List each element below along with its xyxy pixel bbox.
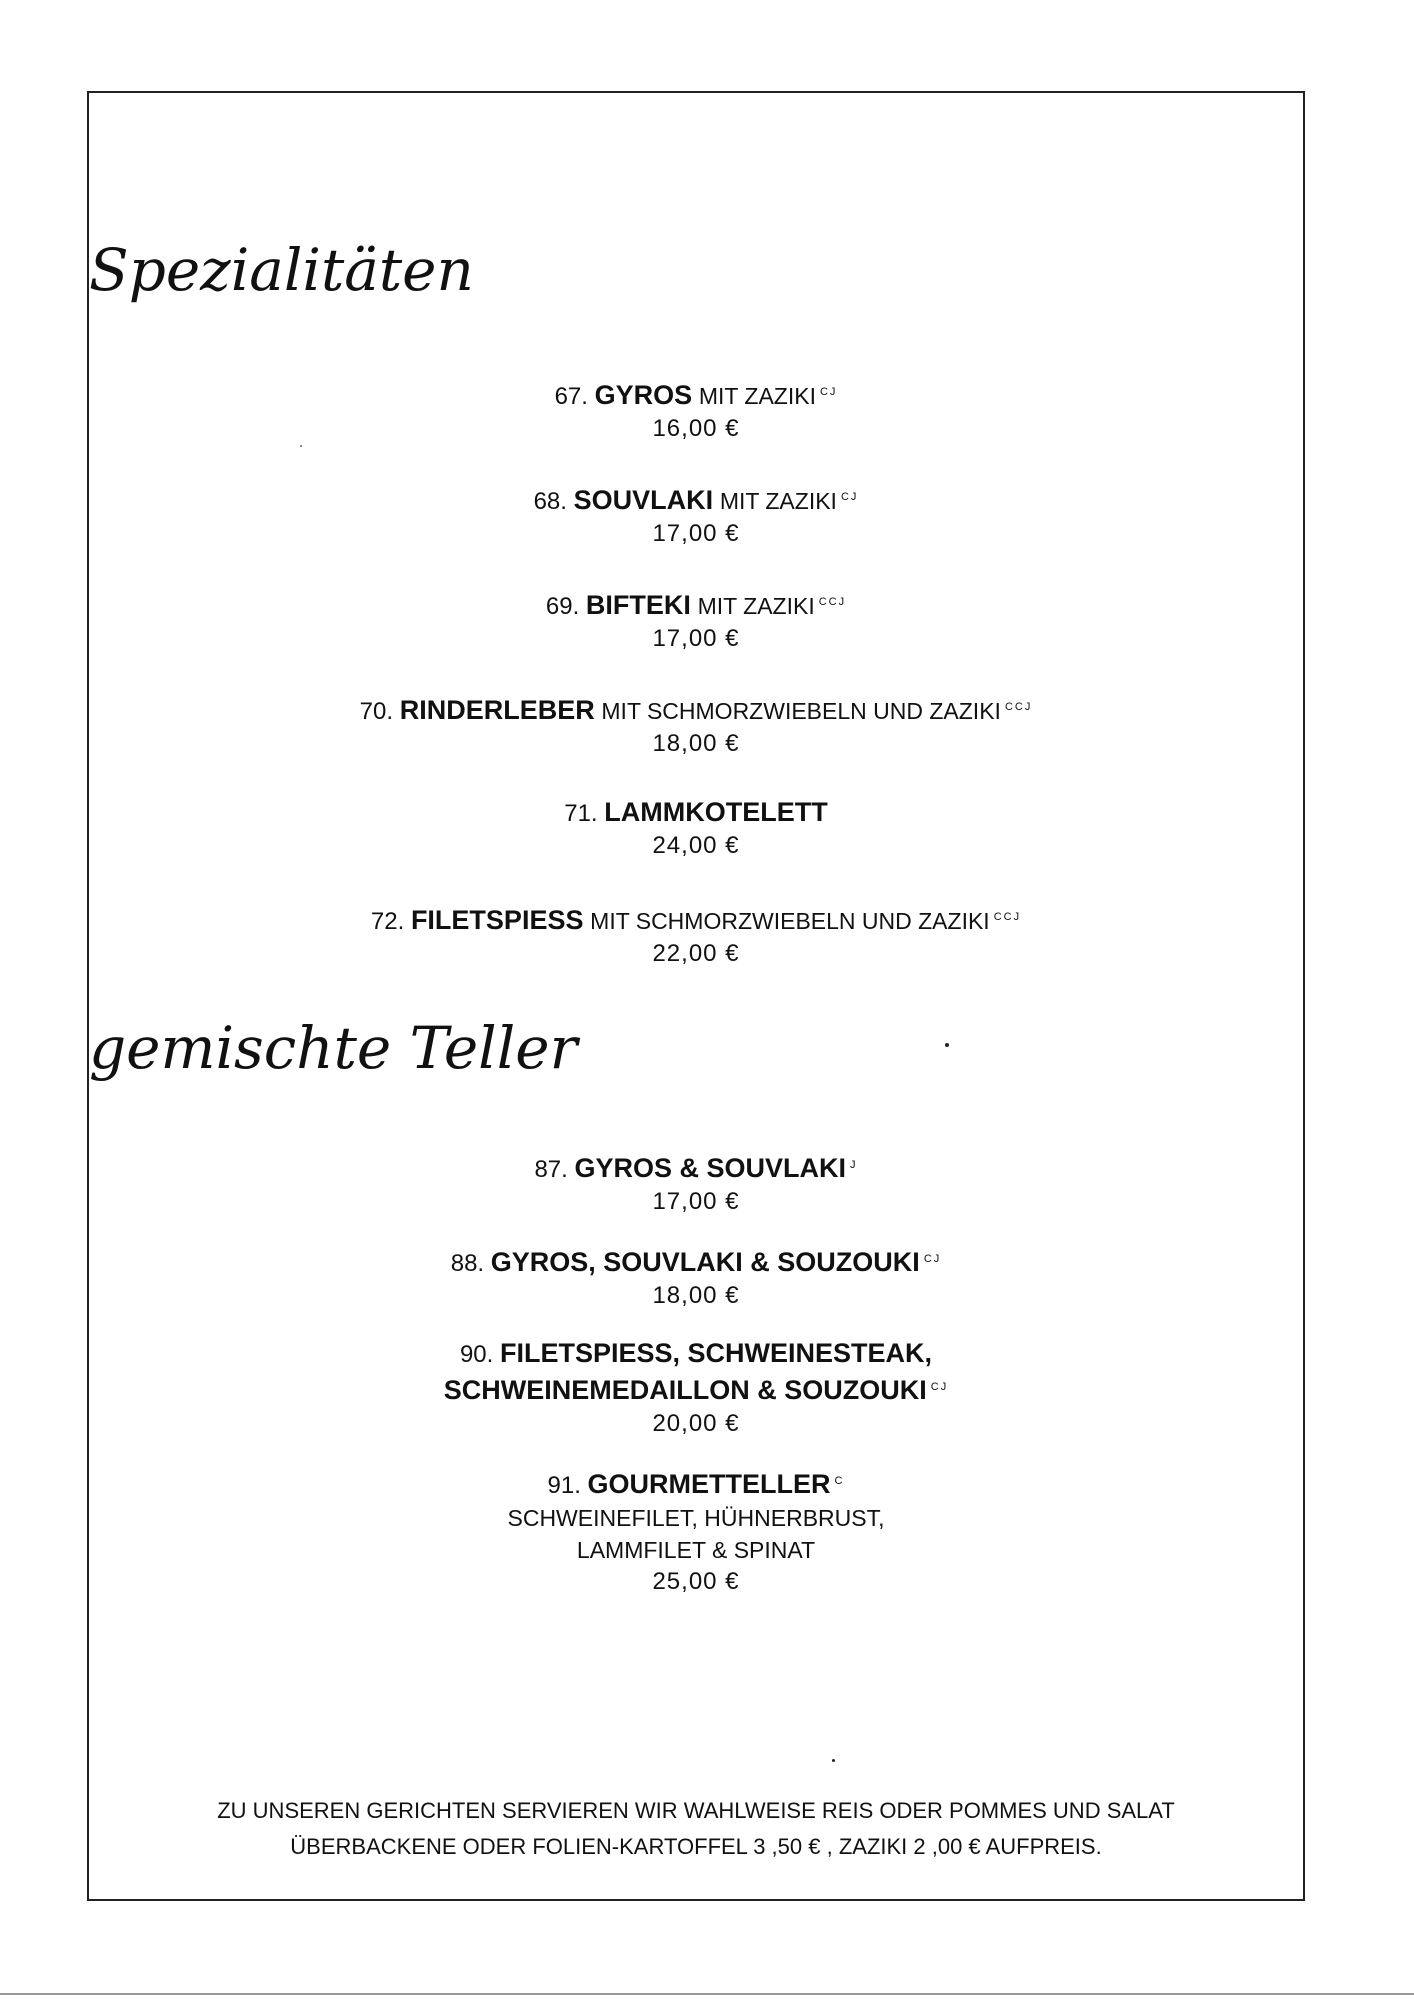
item-name: FILETSPIESS, SCHWEINESTEAK, bbox=[499, 1338, 933, 1368]
item-name: GYROS bbox=[594, 380, 693, 410]
menu-item-line bbox=[89, 1243, 1303, 1280]
item-price: 17,00 € bbox=[652, 625, 740, 652]
item-number: 69. bbox=[545, 593, 580, 620]
page-edge-line bbox=[0, 1993, 1414, 1995]
menu-item-line bbox=[89, 691, 1303, 728]
menu-item-72 bbox=[89, 901, 1303, 970]
menu-item-67 bbox=[89, 376, 1303, 445]
menu-item-line bbox=[89, 1149, 1303, 1186]
menu-item-71 bbox=[89, 796, 1303, 862]
item-name: BIFTEKI bbox=[585, 590, 691, 620]
item-name: FILETSPIESS bbox=[410, 905, 584, 935]
scan-speck bbox=[300, 445, 302, 447]
item-number: 70. bbox=[359, 698, 394, 725]
menu-item-91 bbox=[89, 1465, 1303, 1598]
item-number: 71. bbox=[564, 800, 598, 827]
item-name: SOUVLAKI bbox=[573, 485, 714, 515]
scan-speck bbox=[832, 1759, 835, 1762]
menu-item-90 bbox=[89, 1337, 1303, 1440]
item-price: 17,00 € bbox=[652, 520, 740, 547]
item-description: MIT ZAZIKI bbox=[719, 488, 837, 514]
item-description: MIT ZAZIKI bbox=[697, 593, 815, 619]
allergen-codes: CJ bbox=[819, 386, 838, 398]
section-title-gemischte-teller: gemischte Teller bbox=[89, 1014, 578, 1082]
item-name: GYROS & SOUVLAKI bbox=[574, 1153, 847, 1183]
item-price: 17,00 € bbox=[652, 1188, 740, 1215]
item-number: 90. bbox=[459, 1341, 494, 1368]
allergen-codes: CCJ bbox=[818, 596, 847, 608]
menu-item-line bbox=[89, 1465, 1303, 1502]
item-description: MIT SCHMORZWIEBELN UND ZAZIKI bbox=[601, 698, 1001, 724]
menu-frame bbox=[87, 91, 1305, 1901]
item-name: GOURMETTELLER bbox=[587, 1469, 831, 1499]
menu-item-87 bbox=[89, 1149, 1303, 1218]
allergen-codes: CJ bbox=[930, 1381, 949, 1393]
item-name: RINDERLEBER bbox=[399, 695, 595, 725]
item-description: SCHWEINEFILET, HÜHNERBRUST, bbox=[507, 1505, 885, 1531]
allergen-codes: CCJ bbox=[1004, 701, 1033, 713]
menu-footer-note bbox=[89, 1793, 1303, 1865]
item-description: LAMMFILET & SPINAT bbox=[576, 1537, 816, 1563]
section-title-spezialitaeten: Spezialitäten bbox=[89, 236, 474, 304]
footer-line: ZU UNSEREN GERICHTEN SERVIEREN WIR WAHLWEISE REIS ODER POMMES UND SALAT bbox=[217, 1798, 1175, 1823]
menu-item-line bbox=[89, 1371, 1303, 1408]
item-number: 72. bbox=[370, 908, 405, 935]
item-description: MIT ZAZIKI bbox=[698, 383, 816, 409]
item-name: GYROS, SOUVLAKI & SOUZOUKI bbox=[490, 1247, 920, 1277]
item-number: 91. bbox=[547, 1472, 581, 1499]
menu-item-line bbox=[89, 1337, 1303, 1371]
item-name: SCHWEINEMEDAILLON & SOUZOUKI bbox=[443, 1375, 927, 1405]
footer-line: ÜBERBACKENE ODER FOLIEN-KARTOFFEL 3 ,50 € , ZAZIKI 2 ,00 € AUFPREIS. bbox=[290, 1834, 1102, 1859]
allergen-codes: CJ bbox=[923, 1253, 942, 1265]
allergen-codes: C bbox=[834, 1475, 845, 1487]
item-price: 20,00 € bbox=[652, 1410, 740, 1437]
menu-item-line bbox=[89, 901, 1303, 938]
menu-item-69 bbox=[89, 586, 1303, 655]
menu-item-68 bbox=[89, 481, 1303, 550]
item-price: 18,00 € bbox=[652, 1282, 740, 1309]
menu-item-line bbox=[89, 796, 1303, 830]
menu-item-line bbox=[89, 376, 1303, 413]
menu-item-88 bbox=[89, 1243, 1303, 1312]
item-price: 22,00 € bbox=[652, 940, 740, 967]
menu-item-line bbox=[89, 481, 1303, 518]
item-price: 18,00 € bbox=[652, 730, 740, 757]
item-number: 88. bbox=[450, 1250, 485, 1277]
item-number: 68. bbox=[533, 488, 567, 515]
scan-speck bbox=[945, 1043, 949, 1047]
allergen-codes: J bbox=[850, 1159, 858, 1171]
item-number: 67. bbox=[554, 383, 588, 410]
item-price: 25,00 € bbox=[652, 1568, 740, 1595]
item-number: 87. bbox=[534, 1156, 568, 1183]
allergen-codes: CCJ bbox=[993, 911, 1022, 923]
item-price: 24,00 € bbox=[652, 832, 740, 859]
menu-item-line bbox=[89, 586, 1303, 623]
allergen-codes: CJ bbox=[840, 491, 859, 503]
item-price: 16,00 € bbox=[652, 415, 740, 442]
item-description: MIT SCHMORZWIEBELN UND ZAZIKI bbox=[590, 908, 990, 934]
menu-item-70 bbox=[89, 691, 1303, 760]
item-name: LAMMKOTELETT bbox=[604, 797, 828, 827]
